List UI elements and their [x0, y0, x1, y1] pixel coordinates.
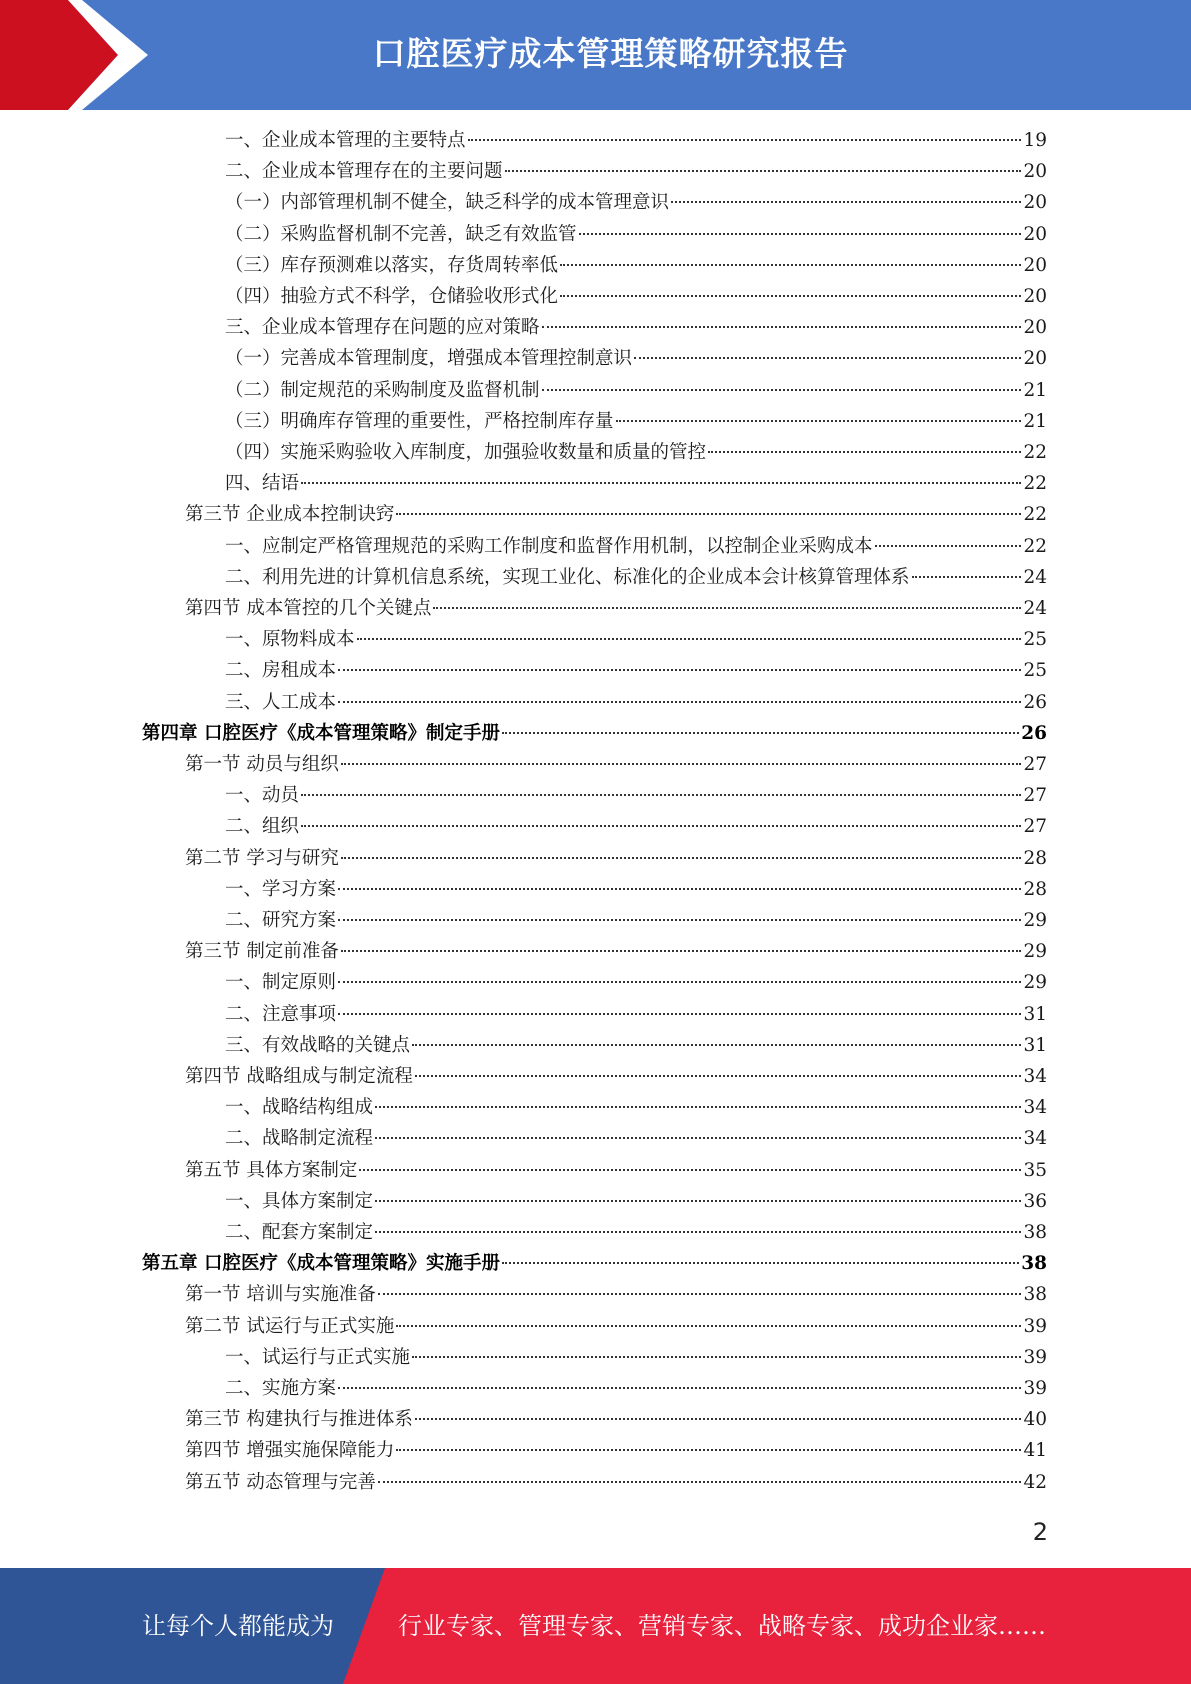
toc-entry-page: 28 — [1023, 878, 1047, 900]
toc-dot-leader — [468, 139, 1022, 141]
toc-dot-leader — [708, 451, 1021, 453]
toc-entry-title: 二、实施方案 — [225, 1378, 337, 1399]
toc-entry-page: 35 — [1023, 1159, 1047, 1181]
toc-entry[interactable] — [225, 627, 1047, 653]
toc-entry-title: （四）抽验方式不科学，仓储验收形式化 — [225, 286, 559, 307]
toc-dot-leader — [415, 1418, 1022, 1420]
toc-dot-leader — [412, 1044, 1021, 1046]
toc-entry-title: 四、结语 — [225, 473, 300, 495]
toc-entry-page: 20 — [1023, 317, 1047, 339]
toc-entry-title: （一）内部管理机制不健全，缺乏科学的成本管理意识 — [225, 192, 670, 214]
toc-entry-page: 42 — [1023, 1471, 1047, 1493]
toc-entry[interactable] — [225, 1126, 1047, 1152]
toc-entry[interactable] — [185, 939, 1047, 965]
toc-entry[interactable] — [225, 1002, 1047, 1028]
toc-entry[interactable] — [185, 502, 1047, 528]
toc-entry-title: 一、试运行与正式实施 — [225, 1346, 411, 1368]
toc-entry-page: 27 — [1023, 816, 1047, 838]
toc-entry-title: 一、动员 — [225, 785, 300, 807]
toc-entry-page: 29 — [1023, 972, 1047, 994]
toc-entry-title: （四）实施采购验收入库制度，加强验收数量和质量的管控 — [225, 442, 707, 463]
toc-entry[interactable] — [225, 1095, 1047, 1121]
toc-entry[interactable] — [225, 222, 1047, 248]
toc-entry-title: 第五章 口腔医疗《成本管理策略》实施手册 — [142, 1253, 500, 1275]
toc-entry[interactable] — [225, 783, 1047, 809]
toc-entry[interactable] — [225, 814, 1047, 840]
toc-entry-title: 二、企业成本管理存在的主要问题 — [225, 161, 503, 183]
toc-dot-leader — [396, 513, 1021, 515]
toc-entry[interactable] — [225, 315, 1047, 341]
toc-entry-page: 25 — [1023, 660, 1047, 682]
toc-dot-leader — [671, 201, 1021, 203]
toc-entry[interactable] — [185, 1064, 1047, 1090]
toc-entry-title: 第四节 增强实施保障能力 — [185, 1440, 395, 1462]
toc-entry-page: 22 — [1023, 535, 1047, 557]
toc-entry[interactable] — [225, 1189, 1047, 1215]
toc-entry-page: 24 — [1023, 598, 1047, 619]
toc-dot-leader — [338, 888, 1021, 890]
toc-entry[interactable] — [225, 346, 1047, 372]
toc-entry-page: 24 — [1023, 566, 1047, 588]
toc-entry-page: 25 — [1023, 629, 1047, 651]
toc-entry[interactable] — [185, 1282, 1047, 1308]
toc-entry-title: 第一节 动员与组织 — [185, 754, 339, 775]
toc-dot-leader — [912, 576, 1022, 578]
toc-entry[interactable] — [225, 1220, 1047, 1246]
toc-dot-leader — [375, 1231, 1021, 1233]
toc-entry[interactable] — [225, 658, 1047, 684]
toc-entry[interactable] — [185, 1438, 1047, 1464]
toc-dot-leader — [505, 170, 1022, 172]
toc-entry[interactable] — [225, 128, 1047, 154]
toc-entry-page: 20 — [1023, 192, 1047, 214]
toc-entry-title: 一、具体方案制定 — [225, 1190, 374, 1212]
toc-dot-leader — [341, 857, 1022, 859]
toc-dot-leader — [542, 389, 1022, 391]
toc-entry-title: 第三节 企业成本控制诀窍 — [185, 504, 395, 526]
toc-dot-leader — [579, 233, 1022, 235]
toc-dot-leader — [634, 357, 1021, 359]
toc-entry-page: 38 — [1021, 1253, 1047, 1275]
toc-entry[interactable] — [225, 378, 1047, 404]
toc-dot-leader — [415, 1075, 1022, 1077]
toc-dot-leader — [375, 1200, 1021, 1202]
toc-dot-leader — [396, 1325, 1021, 1327]
toc-dot-leader — [375, 1137, 1021, 1139]
toc-entry-page: 21 — [1023, 410, 1047, 432]
toc-entry-page: 38 — [1023, 1222, 1047, 1243]
toc-entry[interactable] — [225, 440, 1047, 466]
toc-entry-title: 三、人工成本 — [225, 691, 337, 713]
toc-entry-title: 第三节 制定前准备 — [185, 941, 339, 963]
toc-entry-title: 第二节 学习与研究 — [185, 847, 339, 869]
toc-entry-title: 二、配套方案制定 — [225, 1222, 374, 1243]
toc-entry-title: 第二节 试运行与正式实施 — [185, 1315, 395, 1337]
toc-entry-title: 二、组织 — [225, 816, 300, 838]
toc-entry-title: （三）明确库存管理的重要性，严格控制库存量 — [225, 410, 614, 432]
toc-dot-leader — [378, 1293, 1022, 1295]
toc-entry-page: 39 — [1023, 1346, 1047, 1368]
toc-entry[interactable] — [185, 1470, 1047, 1496]
toc-entry[interactable] — [225, 534, 1047, 560]
toc-entry-title: 三、有效战略的关键点 — [225, 1034, 411, 1056]
toc-entry-title: 一、企业成本管理的主要特点 — [225, 130, 466, 151]
toc-entry-page: 19 — [1023, 130, 1047, 151]
toc-entry-page: 26 — [1021, 722, 1047, 744]
toc-entry-page: 26 — [1023, 691, 1047, 713]
toc-dot-leader — [301, 794, 1021, 796]
toc-entry[interactable] — [225, 1376, 1047, 1402]
toc-entry-page: 28 — [1023, 847, 1047, 869]
toc-entry-page: 20 — [1023, 223, 1047, 245]
toc-entry[interactable] — [185, 846, 1047, 872]
toc-dot-leader — [560, 295, 1021, 297]
toc-entry-title: 一、战略结构组成 — [225, 1097, 374, 1119]
toc-dot-leader — [341, 763, 1022, 765]
toc-entry-title: 一、原物料成本 — [225, 629, 355, 651]
toc-entry-title: （一）完善成本管理制度，增强成本管理控制意识 — [225, 348, 633, 370]
toc-entry-page: 22 — [1023, 504, 1047, 526]
footer-slogan-left: 让每个人都能成为 — [142, 1612, 334, 1640]
toc-entry-page: 27 — [1023, 754, 1047, 775]
toc-entry-title: 第五节 动态管理与完善 — [185, 1471, 376, 1493]
toc-entry-title: 一、应制定严格管理规范的采购工作制度和监督作用机制，以控制企业采购成本 — [225, 535, 873, 557]
toc-entry[interactable] — [225, 253, 1047, 279]
toc-entry[interactable] — [185, 1314, 1047, 1340]
toc-dot-leader — [357, 638, 1022, 640]
toc-entry-title: 一、学习方案 — [225, 878, 337, 900]
toc-dot-leader — [875, 545, 1022, 547]
toc-dot-leader — [433, 607, 1021, 609]
toc-entry-page: 39 — [1023, 1315, 1047, 1337]
toc-entry-title: 二、注意事项 — [225, 1003, 337, 1025]
toc-entry-title: 二、研究方案 — [225, 910, 337, 931]
toc-dot-leader — [338, 1013, 1021, 1015]
toc-dot-leader — [378, 1481, 1022, 1483]
toc-dot-leader — [301, 482, 1021, 484]
toc-dot-leader — [341, 950, 1022, 952]
toc-dot-leader — [616, 420, 1022, 422]
toc-entry[interactable] — [185, 1158, 1047, 1184]
toc-entry-page: 27 — [1023, 785, 1047, 807]
toc-entry-title: 第五节 具体方案制定 — [185, 1159, 358, 1181]
toc-entry-page: 20 — [1023, 286, 1047, 307]
toc-entry-page: 34 — [1023, 1066, 1047, 1087]
toc-dot-leader — [338, 981, 1021, 983]
toc-entry[interactable] — [225, 409, 1047, 435]
toc-entry[interactable] — [185, 1407, 1047, 1433]
toc-dot-leader — [338, 1387, 1021, 1389]
toc-entry[interactable] — [225, 159, 1047, 185]
toc-entry[interactable] — [185, 596, 1047, 622]
report-title: 口腔医疗成本管理策略研究报告 — [372, 34, 849, 73]
toc-entry[interactable] — [225, 908, 1047, 934]
toc-dot-leader — [338, 669, 1021, 671]
toc-entry[interactable] — [142, 721, 1047, 747]
toc-dot-leader — [359, 1169, 1021, 1171]
toc-entry-page: 21 — [1023, 379, 1047, 401]
toc-entry-page: 22 — [1023, 442, 1047, 463]
toc-entry[interactable] — [185, 752, 1047, 778]
toc-dot-leader — [301, 825, 1021, 827]
toc-entry-page: 20 — [1023, 348, 1047, 370]
toc-entry[interactable] — [225, 970, 1047, 996]
toc-entry-page: 36 — [1023, 1190, 1047, 1212]
toc-entry-title: （二）制定规范的采购制度及监督机制 — [225, 379, 540, 401]
toc-entry-page: 31 — [1023, 1034, 1047, 1056]
toc-entry[interactable] — [225, 1033, 1047, 1059]
toc-entry-title: 二、房租成本 — [225, 660, 337, 682]
toc-entry-page: 34 — [1023, 1128, 1047, 1150]
toc-entry-title: 第一节 培训与实施准备 — [185, 1284, 376, 1306]
toc-entry-title: （二）采购监督机制不完善，缺乏有效监管 — [225, 223, 577, 245]
toc-entry-title: 第三节 构建执行与推进体系 — [185, 1409, 413, 1431]
toc-entry-page: 40 — [1023, 1409, 1047, 1431]
toc-entry-page: 39 — [1023, 1378, 1047, 1399]
toc-entry-title: 三、企业成本管理存在问题的应对策略 — [225, 317, 540, 339]
page-header — [0, 0, 1191, 110]
page-number: 2 — [1032, 1518, 1048, 1546]
page-footer — [0, 1568, 1191, 1684]
toc-entry[interactable] — [225, 690, 1047, 716]
toc-dot-leader — [375, 1106, 1021, 1108]
toc-dot-leader — [396, 1449, 1021, 1451]
toc-entry[interactable] — [225, 565, 1047, 591]
toc-entry-title: （三）库存预测难以落实，存货周转率低 — [225, 254, 559, 276]
toc-dot-leader — [502, 732, 1019, 734]
toc-dot-leader — [412, 1356, 1021, 1358]
footer-slogan-right: 行业专家、管理专家、营销专家、战略专家、成功企业家…… — [398, 1612, 1046, 1640]
toc-dot-leader — [338, 701, 1021, 703]
toc-entry-page: 41 — [1023, 1440, 1047, 1462]
toc-entry[interactable] — [225, 471, 1047, 497]
toc-entry-title: 二、利用先进的计算机信息系统，实现工业化、标准化的企业成本会计核算管理体系 — [225, 566, 910, 588]
toc-entry-page: 22 — [1023, 473, 1047, 495]
toc-entry[interactable] — [142, 1251, 1047, 1277]
toc-entry-page: 34 — [1023, 1097, 1047, 1119]
toc-entry-title: 第四节 成本管控的几个关键点 — [185, 598, 432, 619]
toc-dot-leader — [560, 264, 1021, 266]
toc-entry[interactable] — [225, 1345, 1047, 1371]
toc-dot-leader — [502, 1262, 1019, 1264]
toc-entry[interactable] — [225, 284, 1047, 310]
toc-entry-title: 第四节 战略组成与制定流程 — [185, 1066, 413, 1087]
toc-entry-title: 一、制定原则 — [225, 972, 337, 994]
toc-entry-page: 20 — [1023, 161, 1047, 183]
toc-dot-leader — [338, 919, 1021, 921]
toc-entry-page: 31 — [1023, 1003, 1047, 1025]
toc-entry[interactable] — [225, 877, 1047, 903]
toc-dot-leader — [542, 326, 1022, 328]
toc-entry[interactable] — [225, 190, 1047, 216]
toc-entry-page: 20 — [1023, 254, 1047, 276]
toc-entry-page: 38 — [1023, 1284, 1047, 1306]
toc-entry-title: 第四章 口腔医疗《成本管理策略》制定手册 — [142, 722, 500, 744]
toc-entry-title: 二、战略制定流程 — [225, 1128, 374, 1150]
toc-entry-page: 29 — [1023, 910, 1047, 931]
toc-entry-page: 29 — [1023, 941, 1047, 963]
